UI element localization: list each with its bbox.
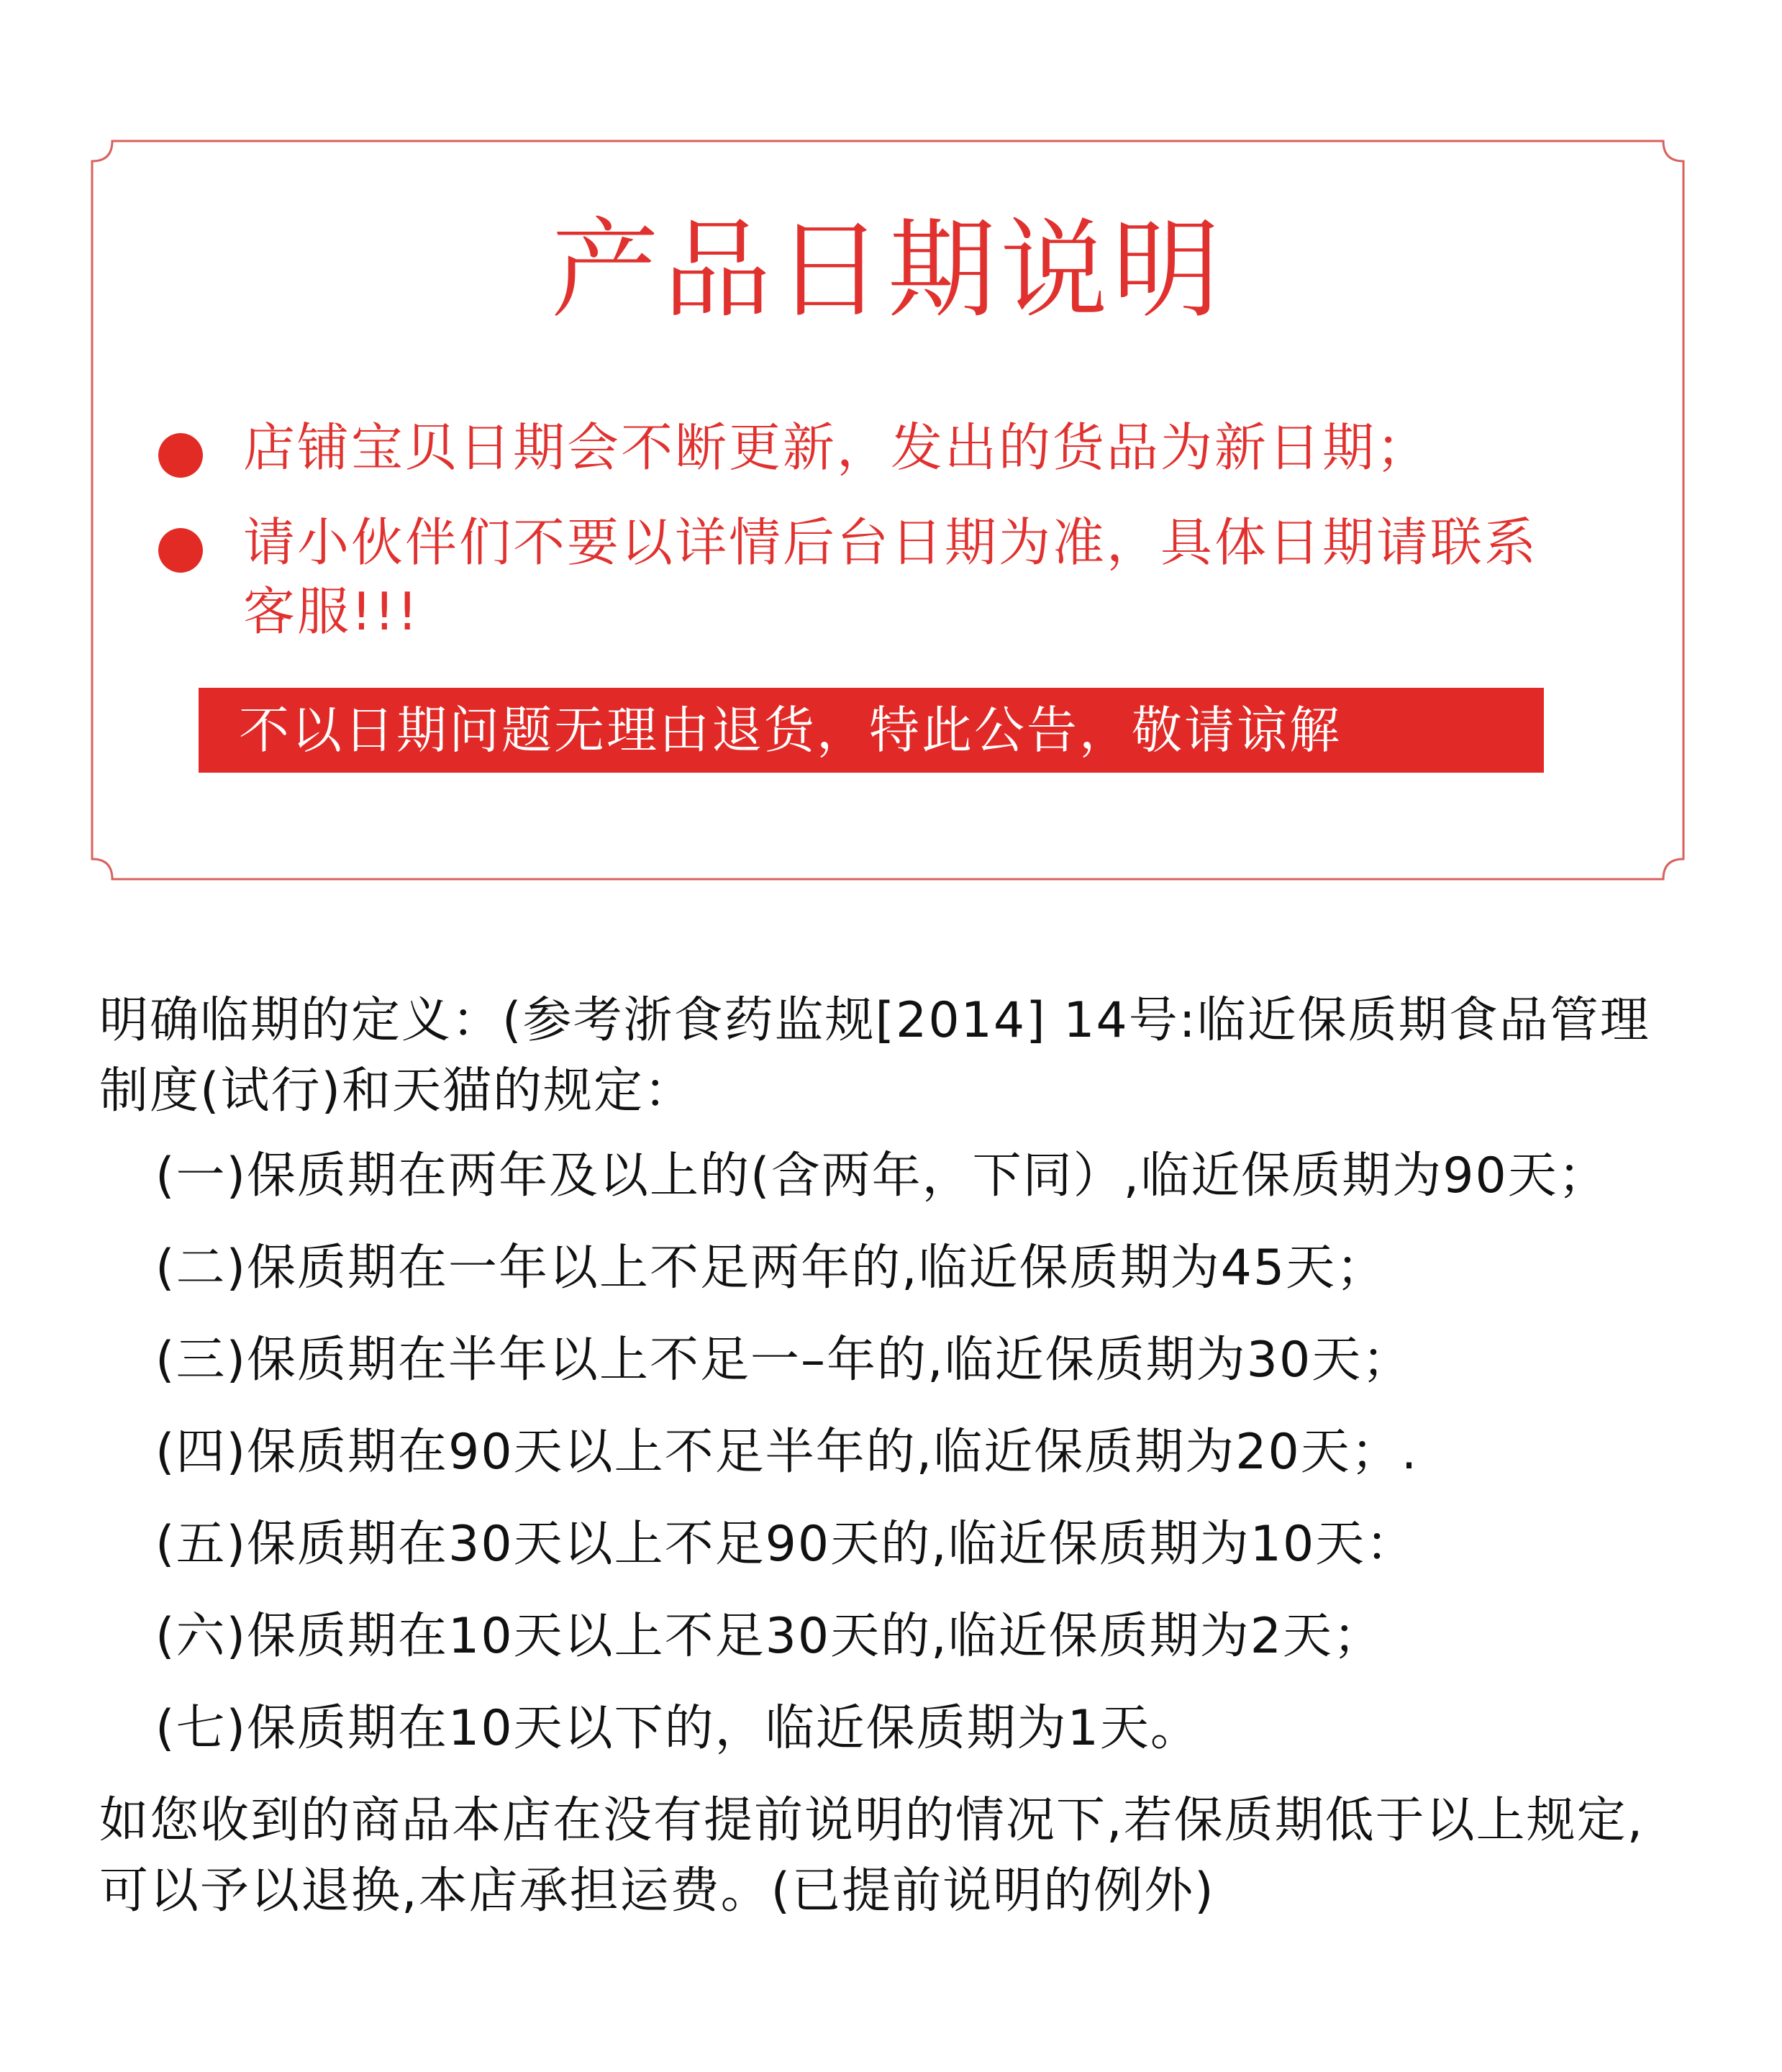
- notice-bullet-item: [158, 413, 1597, 482]
- definition-rule: (四)保质期在90天以上不足半年的,临近保质期为20天；.: [155, 1424, 1419, 1481]
- definition-rule: (一)保质期在两年及以上的(含两年，下同）,临近保质期为90天；: [155, 1148, 1609, 1204]
- definition-closing: 如您收到的商品本店在没有提前说明的情况下,若保质期低于以上规定,可以予以退换,本店承担运费。(已提前说明的例外): [99, 1792, 1645, 1919]
- definition-intro: 明确临期的定义：(参考浙食药监规[2014] 14号:临近保质期食品管理制度(试行)和天猫的规定：: [99, 992, 1650, 1119]
- definition-rule: (六)保质期在10天以上不足30天的,临近保质期为2天；: [155, 1608, 1383, 1665]
- notice-bullet-text: 店铺宝贝日期会不断更新，发出的货品为新日期；: [243, 417, 1431, 478]
- notice-bullet-item: [158, 508, 1597, 646]
- definition-rule: (七)保质期在10天以下的，临近保质期为1天。: [155, 1700, 1201, 1757]
- definition-rule: (五)保质期在30天以上不足90天的,临近保质期为10天：: [155, 1516, 1417, 1573]
- notice-card: [92, 141, 1683, 879]
- bullet-dot-icon: [158, 433, 203, 478]
- notice-banner: 不以日期问题无理由退货，特此公告，敬请谅解: [199, 688, 1544, 773]
- definition-rule: (三)保质期在半年以上不足一–年的,临近保质期为30天；: [155, 1332, 1413, 1389]
- bullet-dot-icon: [158, 528, 203, 573]
- notice-title: 产品日期说明: [550, 208, 1224, 333]
- definition-rule: (二)保质期在一年以上不足两年的,临近保质期为45天；: [155, 1240, 1387, 1296]
- notice-bullet-text: 请小伙伴们不要以详情后台日期为准，具体日期请联系客服!!!: [243, 512, 1539, 642]
- expiry-definition: [99, 986, 1668, 1927]
